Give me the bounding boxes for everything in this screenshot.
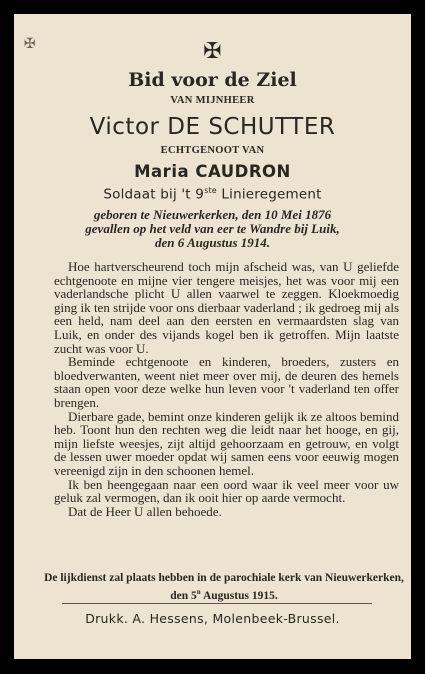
funeral-notice: [44, 571, 404, 603]
regiment-ordinal: ste: [204, 186, 217, 195]
death-place-line: gevallen op het veld van eer te Wandre bij Luik,: [85, 221, 340, 236]
printer-line: Drukk. A. Hessens, Molenbeek-Brussel.: [85, 611, 340, 626]
card-title: Bid voor de Ziel: [128, 69, 297, 91]
paragraph: Ik ben heengegaan naar een oord waar ik veel meer voor uw geluk zal vermogen, dan ik ooit hier op aarde vermocht.: [54, 476, 399, 506]
paragraph: Dierbare gade, bemint onze kinderen gelijk ik ze altoos bemind heb. Toont hun den rechten weg die leidt naar het hooge, en gij, mijn liefste weesjes, zijt altijd gehoorzaam en getrouw, en volgt de lessen uwer moeder opdat wij samen eens voor eeuwig mogen vereenigd zijn in den schoonen hemel.: [54, 408, 399, 478]
memorial-card: [14, 14, 411, 659]
cross-icon: ✠: [203, 39, 222, 64]
regiment-line: [14, 186, 411, 203]
deceased-name: Victor DE SCHUTTER: [89, 114, 336, 140]
small-cross-icon: ✠: [24, 36, 36, 52]
paragraph: Hoe hartverscheurend toch mijn afscheid was, van U geliefde echtgenoote en mijne vier tengere meisjes, het was voor mij een vaderlandsche plicht U allen vaarwel te zeggen. Kloekmoedig ging ik ten strijde voor ons dierbaar vaderland ; ik gedroeg mij als een held, nam deel aan den eersten en vermaardsten slag van Luik, en onder des vijands kogel ben ik getroffen. Mijn laatste zucht was voor U.: [54, 259, 399, 356]
funeral-text: De lijkdienst zal plaats hebben in de parochiale kerk van Nieuwerkerken, den 5: [44, 572, 404, 602]
spouse-label: ECHTGENOOT VAN: [160, 145, 265, 156]
paragraph: Dat de Heer U allen behoede.: [68, 503, 222, 519]
divider: [62, 603, 372, 604]
birth-line: geboren te Nieuwerkerken, den 10 Mei 1876: [93, 207, 332, 222]
spouse-name: Maria CAUDRON: [134, 162, 291, 181]
funeral-ordinal: n: [196, 588, 201, 596]
regiment-pre: Soldaat bij 't 9: [103, 186, 205, 203]
funeral-date: Augustus 1915.: [200, 589, 278, 602]
memorial-text: [54, 260, 399, 518]
van-mijnheer-label: VAN MIJNHEER: [170, 95, 255, 106]
paragraph: Beminde echtgenoote en kinderen, broeders, zusters en bloedverwanten, weent niet meer over mij, de deuren des hemels staan open voor deze welke hun leven voor 't vaderland ten offer brengen.: [54, 354, 399, 410]
death-date-line: den 6 Augustus 1914.: [154, 235, 271, 250]
regiment-post: Linieregement: [216, 186, 322, 203]
